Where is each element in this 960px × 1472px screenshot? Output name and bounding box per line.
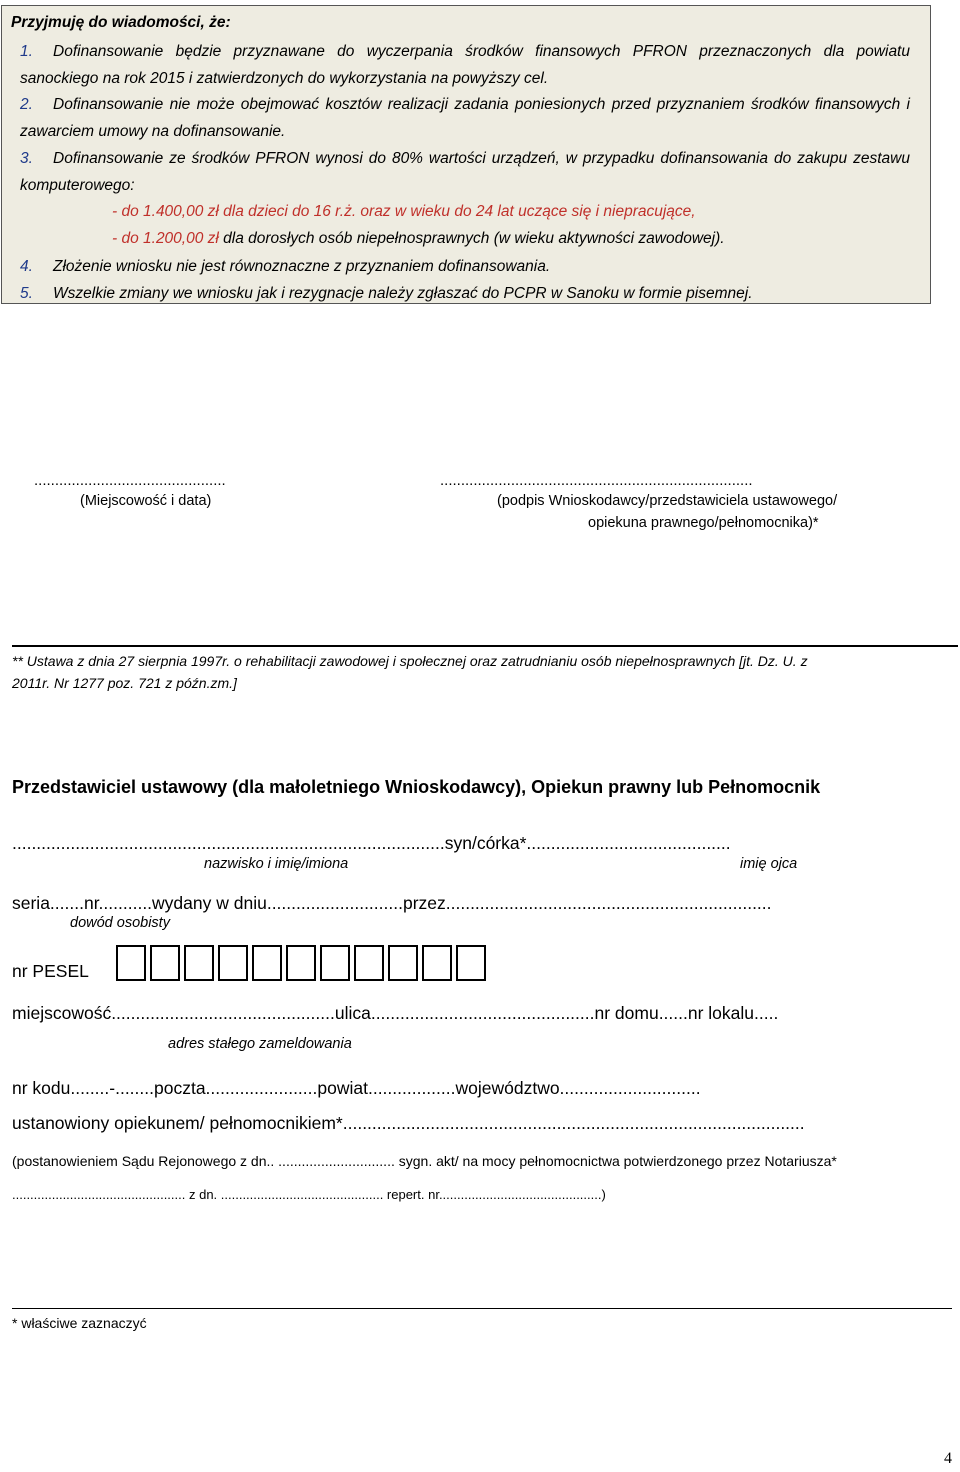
info-item-1 [20, 38, 910, 92]
signature-line[interactable]: ........................................................................... [440, 472, 753, 489]
name-field[interactable]: .........................................................................................syn/córka*.......................................... [12, 833, 731, 853]
pesel-digit-box[interactable] [320, 945, 350, 981]
place-date-line[interactable]: .............................................. [34, 472, 226, 489]
info-item-text: Dofinansowanie nie może obejmować kosztów realizacji zadania poniesionych przed przyznaniem środków finansowych i zawarciem umowy na dofinansowanie. [20, 96, 910, 140]
place-date-label: (Miejscowość i data) [80, 493, 212, 509]
court-decision-field[interactable]: (postanowieniem Sądu Rejonowego z dn.. .............................. sygn. akt/ na mocy pełnomocnictwa potwierdzonego przez Notariusza* [12, 1153, 837, 1169]
signature-label-cont: opiekuna prawnego/pełnomocnika)* [588, 515, 819, 531]
pesel-digit-box[interactable] [116, 945, 146, 981]
info-item-number: 2. [20, 96, 33, 113]
pesel-digit-box[interactable] [252, 945, 282, 981]
id-document-field[interactable]: seria.......nr...........wydany w dniu............................przez................................................................... [12, 893, 772, 913]
father-name-label: imię ojca [740, 856, 798, 872]
pesel-digit-box[interactable] [422, 945, 452, 981]
footnote-divider [12, 1308, 952, 1309]
info-item-4 [20, 253, 910, 280]
info-item-2 [20, 91, 910, 145]
pesel-digit-box[interactable] [456, 945, 486, 981]
subsidy-adults [112, 230, 725, 248]
pesel-digit-box[interactable] [354, 945, 384, 981]
page-number: 4 [944, 1450, 952, 1467]
representative-heading: Przedstawiciel ustawowy (dla małoletniego Wnioskodawcy), Opiekun prawny lub Pełnomocnik [12, 777, 821, 797]
subsidy-adults-desc: dla dorosłych osób niepełnosprawnych (w wieku aktywności zawodowej). [218, 230, 725, 247]
footnote-star: * właściwe zaznaczyć [12, 1315, 147, 1331]
pesel-digit-box[interactable] [150, 945, 180, 981]
info-item-number: 1. [20, 43, 33, 60]
signature-label: (podpis Wnioskodawcy/przedstawiciela ustawowego/ [497, 493, 838, 509]
info-item-number: 5. [20, 285, 33, 302]
info-item-text: Dofinansowanie będzie przyznawane do wyczerpania środków finansowych PFRON przeznaczonych dla powiatu sanockiego na rok 2015 i zatwierdzonych do wykorzystania na powyższy cel. [20, 43, 910, 87]
pesel-digit-box[interactable] [286, 945, 316, 981]
pesel-digit-box[interactable] [184, 945, 214, 981]
law-footnote-line-1: ** Ustawa z dnia 27 sierpnia 1997r. o rehabilitacji zawodowej i społecznej oraz zatrudnianiu osób niepełnosprawnych [jt. Dz. U. z [12, 653, 808, 669]
info-item-text: Dofinansowanie ze środków PFRON wynosi do 80% wartości urządzeń, w przypadku dofinansowania do zakupu zestawu komputerowego: [20, 150, 910, 194]
appointment-field[interactable]: ustanowiony opiekunem/ pełnomocnikiem*............................................................................................... [12, 1113, 805, 1133]
subsidy-children: - do 1.400,00 zł dla dzieci do 16 r.ż. oraz w wieku do 24 lat uczące się i niepracujące, [112, 203, 696, 220]
pesel-digit-box[interactable] [218, 945, 248, 981]
pesel-digit-box[interactable] [388, 945, 418, 981]
info-item-text: Wszelkie zmiany we wniosku jak i rezygnacje należy zgłaszać do PCPR w Sanoku w formie pisemnej. [53, 285, 753, 302]
court-decision-details-field[interactable]: ................................................ z dn. ............................................. repert. nr.............................................) [12, 1187, 606, 1202]
postal-field[interactable]: nr kodu........-........poczta.......................powiat..................województwo............................. [12, 1078, 701, 1098]
address-label: adres stałego zameldowania [168, 1036, 352, 1052]
divider [12, 645, 958, 647]
pesel-label: nr PESEL [12, 961, 89, 981]
name-label: nazwisko i imię/imiona [204, 856, 349, 872]
law-footnote [12, 650, 956, 694]
address-field[interactable]: miejscowość..............................................ulica..............................................nr domu......nr lokalu..... [12, 1003, 779, 1023]
info-item-5 [20, 280, 910, 307]
info-item-text: Złożenie wniosku nie jest równoznaczne z przyznaniem dofinansowania. [53, 258, 551, 275]
info-item-number: 3. [20, 150, 33, 167]
law-footnote-line-2: 2011r. Nr 1277 poz. 721 z późn.zm.] [12, 675, 237, 691]
info-box [1, 5, 931, 304]
info-box-title: Przyjmuję do wiadomości, że: [11, 14, 231, 31]
info-item-3 [20, 145, 910, 199]
subsidy-adults-amount: - do 1.200,00 zł [112, 230, 219, 247]
info-item-number: 4. [20, 258, 33, 275]
id-document-label: dowód osobisty [70, 915, 170, 931]
